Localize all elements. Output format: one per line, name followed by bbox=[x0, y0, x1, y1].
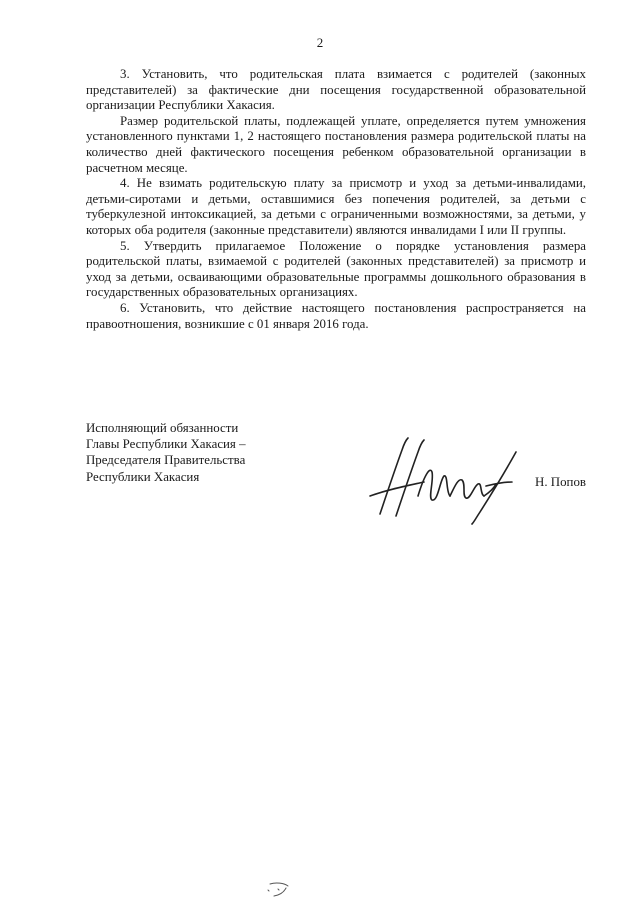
paragraph-fee-calculation: Размер родительской платы, подлежащей уплате, определяется путем умножения установленного пунктами 1, 2 настоящего постановления размера родительской платы на количество дней фактического посещения ребенком образовательной организации в расчетном месяце. bbox=[86, 113, 586, 175]
handwritten-signature bbox=[366, 426, 526, 526]
signer-title-line: Республики Хакасия bbox=[86, 469, 200, 484]
page-number: 2 bbox=[316, 35, 324, 50]
paragraph-5: 5. Утвердить прилагаемое Положение о порядке установления размера родительской платы, взимаемой с родителей (законных представителей) за присмотр и уход за детьми, осваивающими образовательные программы дошкольного образования в государственных образовательных организациях. bbox=[86, 238, 586, 300]
signer-title-line: Главы Республики Хакасия – bbox=[86, 437, 246, 452]
signer-title-line: Исполняющий обязанности bbox=[86, 421, 239, 435]
signer-name: Н. Попов bbox=[535, 475, 586, 489]
signature-block bbox=[86, 420, 586, 530]
signer-title bbox=[86, 420, 326, 485]
signer-title-line: Председателя Правительства bbox=[86, 453, 246, 468]
document-body bbox=[86, 67, 586, 332]
paragraph-3: 3. Установить, что родительская плата взимается с родителей (законных представителей) за фактические дни посещения государственной образовательной организации Республики Хакасия. bbox=[86, 67, 586, 113]
scan-mark bbox=[262, 880, 296, 900]
paragraph-4: 4. Не взимать родительскую плату за присмотр и уход за детьми-инвалидами, детьми-сиротами и детьми, оставшимися без попечения родителей, за детьми с туберкулезной интоксикацией, за детьми с ограниченными возможностями, за детьми, у которых оба родителя (законные представители) являются инвалидами I или II группы. bbox=[86, 176, 586, 237]
paragraph-6: 6. Установить, что действие настоящего постановления распространяется на правоотношения, возникшие с 01 января 2016 года. bbox=[86, 300, 586, 331]
